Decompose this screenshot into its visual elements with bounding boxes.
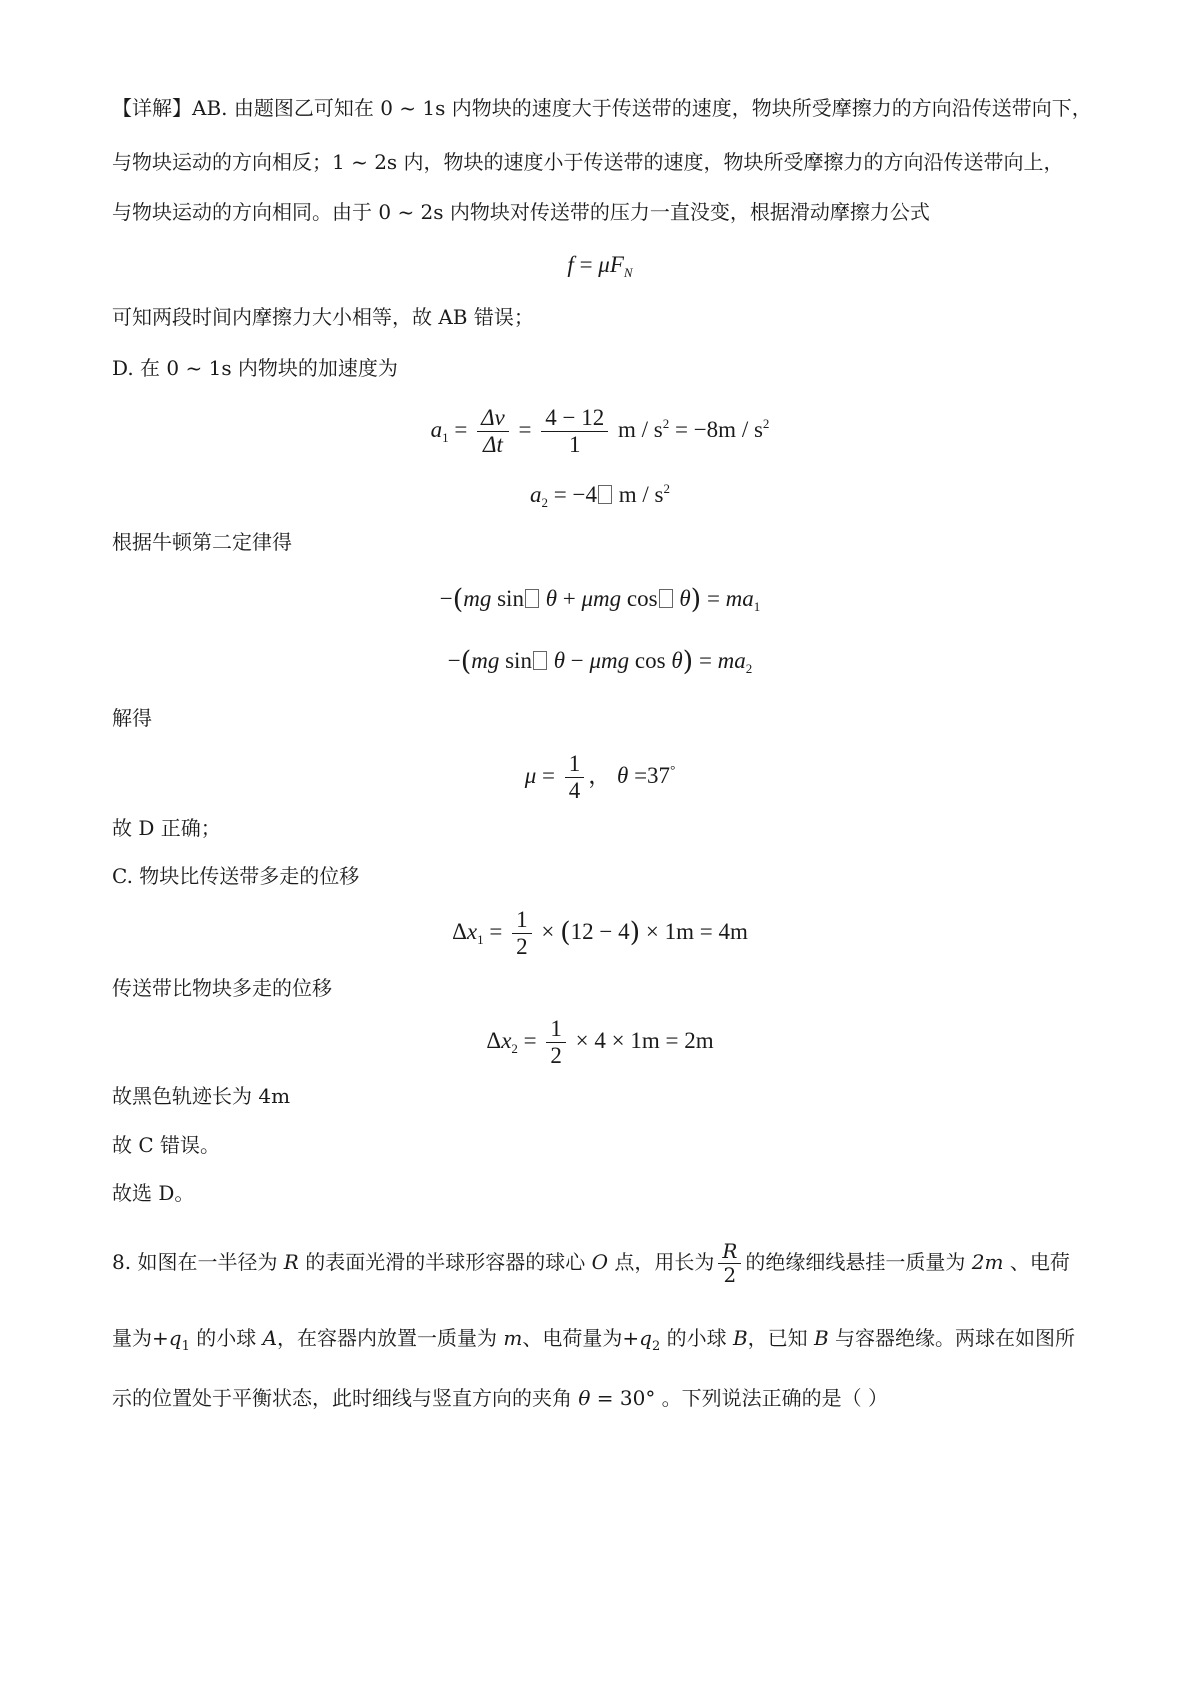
text-line: 可知两段时间内摩擦力大小相等，故 AB 错误；	[112, 305, 534, 329]
text-line: 故黑色轨迹长为 4m	[112, 1084, 291, 1108]
text-line: 故选 D。	[112, 1181, 195, 1205]
equation-newton-2: −(mg sin θ − μmg $\cos \theta) = ma_2$	[447, 646, 753, 677]
fraction: $\frac{4 - 12}{1}$	[541, 405, 608, 459]
text-line: D. 在 0 ~ 1s 内物块的加速度为	[112, 356, 398, 380]
equation-a2: $a_2 = -4$ m / $s^2$	[530, 481, 670, 510]
missing-glyph-box	[659, 589, 673, 608]
text-line: C. 物块比传送带多走的位移	[112, 864, 360, 888]
equation-newton-1: −(mg sin θ + μmg $\cos \theta) = ma_1$	[439, 584, 761, 615]
fraction: $\frac{R}{2}$	[718, 1240, 741, 1287]
text-line: 【详解】AB. 由题图乙可知在 0 ~ 1s 内物块的速度大于传送带的速度，物块所受摩擦力的方向沿传送带向下，	[112, 96, 1092, 120]
fraction: $\frac{\Delta v}{\Delta t}$	[477, 405, 509, 459]
question-8-line-2: 量为$+q_1$ 的小球 A，在容器内放置一质量为 m、电荷量为$+q_2$ 的小球 B，已知 B 与容器绝缘。两球在如图所	[112, 1326, 1076, 1354]
equation-a1: $a_1$ = $\frac{\Delta v}{\Delta t}$ = $\frac{4 - 12}{1}$ $m / s^2 = -8m / s^2$	[430, 404, 770, 458]
missing-glyph-box	[598, 485, 612, 504]
text-line: 与物块运动的方向相同。由于 0 ~ 2s 内物块对传送带的压力一直没变，根据滑动摩擦力公式	[112, 200, 930, 224]
equation-mu-theta: μ = $\frac{1}{4}$ ， θ =37°	[524, 750, 676, 804]
equation-dx2: $\Delta x_2$ = $\frac{1}{2}$ × 4 × 1m = 2m	[486, 1015, 714, 1069]
text-line: 根据牛顿第二定律得	[112, 530, 292, 554]
fraction: $\frac{1}{2}$	[546, 1016, 566, 1070]
equation-dx1: $\Delta x_1$ = $\frac{1}{2}$ × (12 − 4) × 1m = 4m	[452, 906, 748, 960]
missing-glyph-box	[525, 589, 539, 608]
text-line: 解得	[112, 706, 152, 730]
text-line: 传送带比物块多走的位移	[112, 976, 332, 1000]
text-line: 故 C 错误。	[112, 1133, 221, 1157]
equation-friction: $f = \mu F_N$	[567, 252, 633, 280]
text-line: 与物块运动的方向相反；1 ~ 2s 内，物块的速度小于传送带的速度，物块所受摩擦力的方向沿传送带向上，	[112, 150, 1064, 174]
fraction: $\frac{1}{4}$	[565, 751, 585, 805]
missing-glyph-box	[533, 651, 547, 670]
question-8-line-3: 示的位置处于平衡状态，此时细线与竖直方向的夹角 θ = 30° 。下列说法正确的是（ ）	[112, 1386, 889, 1410]
question-8-line-1: 8. 如图在一半径为 R 的表面光滑的半球形容器的球心 O 点，用长为 $\frac{R}{2}$ 的绝缘细线悬挂一质量为 2m 、电荷	[112, 1239, 1070, 1287]
fraction: $\frac{1}{2}$	[512, 907, 532, 961]
text-line: 故 D 正确；	[112, 816, 221, 840]
